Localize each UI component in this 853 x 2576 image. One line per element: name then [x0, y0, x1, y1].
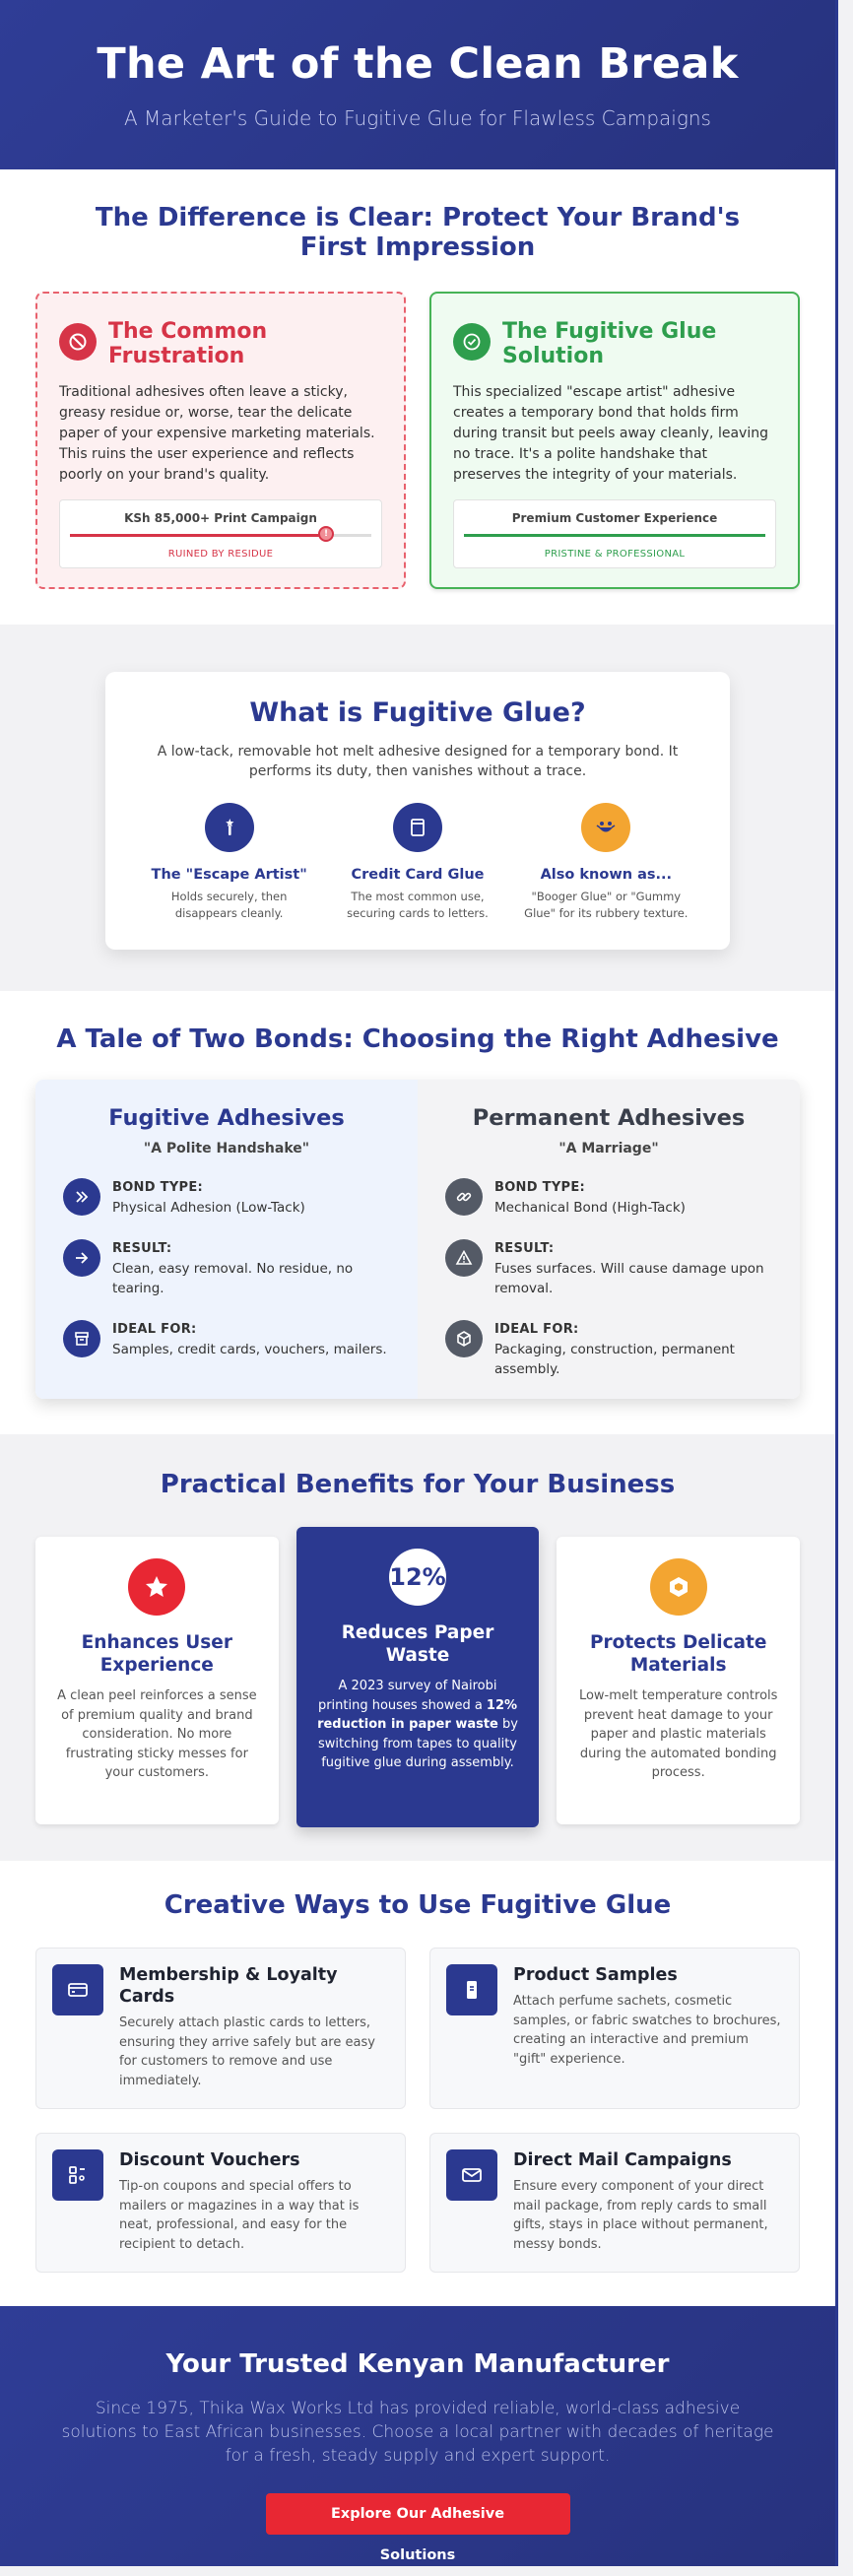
feature-escape-artist	[143, 803, 316, 922]
fugitive-row-ideal	[63, 1320, 390, 1359]
magic-wand-icon	[205, 803, 254, 852]
fugitive-title: Fugitive Adhesives	[108, 1105, 345, 1131]
laugh-icon	[581, 803, 630, 852]
benefit-title: Enhances User Experience	[81, 1632, 232, 1676]
uses-section	[0, 1861, 835, 2306]
feature-title: The "Escape Artist"	[151, 867, 307, 883]
use-card-direct-mail	[429, 2133, 800, 2273]
fugitive-subtitle: "A Polite Handshake"	[143, 1141, 310, 1156]
feature-credit-card	[331, 803, 504, 922]
percent-badge: 12%	[389, 1549, 446, 1606]
campaign-meter-title: KSh 85,000+ Print Campaign	[124, 511, 317, 525]
fugitive-row-bond	[63, 1178, 390, 1218]
fugitive-column	[35, 1080, 418, 1399]
use-card-samples	[429, 1948, 800, 2109]
benefits-title: Practical Benefits for Your Business	[160, 1470, 676, 1499]
credit-card-icon	[52, 1964, 103, 2015]
ban-icon	[59, 323, 97, 361]
warning-knob-icon: !	[318, 526, 334, 542]
what-title: What is Fugitive Glue?	[249, 697, 586, 728]
feature-title: Also known as...	[540, 867, 673, 883]
row-text: Packaging, construction, permanent assembly.	[494, 1342, 735, 1377]
permanent-row-ideal	[445, 1320, 772, 1379]
benefit-card-materials	[557, 1537, 800, 1824]
benefit-text: A clean peel reinforces a sense of premium quality and brand consideration. No more frustrating sticky messes for your customers.	[57, 1688, 257, 1780]
row-text: Fuses surfaces. Will cause damage upon removal.	[494, 1261, 764, 1296]
hero-banner	[0, 0, 835, 169]
hero-title: The Art of the Clean Break	[97, 39, 739, 89]
campaign-meter	[59, 499, 382, 568]
benefit-text	[314, 1677, 522, 1773]
campaign-meter-status: RUINED BY RESIDUE	[167, 549, 274, 560]
use-card-vouchers	[35, 2133, 406, 2273]
use-title: Discount Vouchers	[119, 2150, 300, 2170]
frustration-body: Traditional adhesives often leave a sticky, greasy residue or, worse, tear the delicate paper of your expensive marketing materials. This ruins the user experience and reflects poorly on your brand's quality.	[59, 384, 375, 483]
row-label: IDEAL FOR:	[112, 1322, 197, 1337]
cta-section	[0, 2306, 835, 2566]
what-section	[0, 625, 835, 991]
row-text: Samples, credit cards, vouchers, mailers.	[112, 1342, 387, 1357]
what-card	[105, 672, 730, 950]
benefit-card-experience	[35, 1537, 279, 1824]
comparison-title: A Tale of Two Bonds: Choosing the Right Adhesive	[56, 1024, 779, 1054]
benefits-section	[0, 1434, 835, 1861]
cube-icon	[650, 1558, 707, 1616]
solution-title: The Fugitive Glue Solution	[502, 319, 717, 368]
solution-body: This specialized "escape artist" adhesive creates a temporary bond that holds firm during transit but peels away cleanly, leaving no trace. It's a polite handshake that preserves the integrity of your materials.	[453, 384, 768, 483]
row-label: BOND TYPE:	[494, 1180, 586, 1195]
permanent-title: Permanent Adhesives	[472, 1105, 746, 1131]
use-card-loyalty	[35, 1948, 406, 2109]
arrow-right-icon	[63, 1239, 100, 1277]
experience-meter-status: PRISTINE & PROFESSIONAL	[544, 549, 686, 560]
box-icon	[445, 1320, 483, 1357]
use-text: Ensure every component of your direct mail package, from reply cards to small gifts, stays in place without permanent, messy bonds.	[513, 2179, 768, 2252]
star-icon	[128, 1558, 185, 1616]
use-text: Attach perfume sachets, cosmetic samples, or fabric swatches to brochures, creating an interactive and premium "gift" experience.	[513, 1994, 781, 2067]
permanent-row-result	[445, 1239, 772, 1298]
use-title: Membership & Loyalty Cards	[119, 1965, 338, 2007]
hero-subtitle: A Marketer's Guide to Fugitive Glue for Flawless Campaigns	[124, 106, 711, 130]
experience-meter-title: Premium Customer Experience	[511, 511, 718, 525]
what-lead: A low-tack, removable hot melt adhesive designed for a temporary bond. It performs its duty, then vanishes without a trace.	[157, 744, 679, 779]
use-title: Direct Mail Campaigns	[513, 2150, 732, 2170]
permanent-subtitle: "A Marriage"	[558, 1141, 659, 1156]
fugitive-row-result	[63, 1239, 390, 1298]
row-text: Clean, easy removal. No residue, no tearing.	[112, 1261, 354, 1296]
explore-solutions-button[interactable]: Explore Our Adhesive Solutions	[266, 2493, 570, 2535]
row-text: Mechanical Bond (High-Tack)	[494, 1200, 686, 1216]
cta-title: Your Trusted Kenyan Manufacturer	[165, 2349, 670, 2379]
permanent-row-bond	[445, 1178, 772, 1218]
mail-icon	[446, 2149, 497, 2201]
warning-icon	[445, 1239, 483, 1277]
benefit-title: Protects Delicate Materials	[589, 1632, 767, 1676]
benefit-text-before: A 2023 survey of Nairobi printing houses showed a	[317, 1679, 497, 1713]
comparison-section	[0, 991, 835, 1434]
experience-meter-bar	[464, 534, 765, 537]
link-icon	[445, 1178, 483, 1216]
benefit-text-highlight: 12% reduction in paper waste	[317, 1697, 518, 1732]
experience-meter	[453, 499, 776, 568]
benefit-text-after: by switching from tapes to quality fugitive glue during assembly.	[318, 1717, 518, 1770]
campaign-meter-bar	[70, 529, 371, 539]
card-icon	[393, 803, 442, 852]
use-text: Tip-on coupons and special offers to mailers or magazines in a way that is neat, professional, and easy for the recipient to detach.	[119, 2179, 360, 2252]
feature-text: Holds securely, then disappears cleanly.	[170, 890, 288, 920]
frustration-card	[35, 292, 406, 589]
cta-text: Since 1975, Thika Wax Works Ltd has provided reliable, world-class adhesive solutions to East African businesses. Choose a local partner with decades of heritage for a fresh, steady supply and expert support.	[61, 2399, 774, 2466]
archive-icon	[63, 1320, 100, 1357]
row-text: Physical Adhesion (Low-Tack)	[112, 1200, 305, 1216]
check-circle-icon	[453, 323, 491, 361]
comparison-table	[35, 1080, 800, 1399]
row-label: RESULT:	[494, 1241, 555, 1256]
row-label: IDEAL FOR:	[494, 1322, 579, 1337]
solution-card	[429, 292, 800, 589]
feature-text: The most common use, securing cards to letters.	[347, 890, 489, 920]
sample-icon	[446, 1964, 497, 2015]
benefit-title: Reduces Paper Waste	[341, 1622, 494, 1666]
difference-title: The Difference is Clear: Protect Your Brand's First Impression	[95, 203, 741, 262]
permanent-column	[418, 1080, 800, 1399]
use-text: Securely attach plastic cards to letters, ensuring they arrive safely but are easy for customers to remove and use immediately.	[119, 2015, 375, 2088]
benefit-card-waste	[296, 1527, 540, 1827]
frustration-title: The Common Frustration	[108, 319, 268, 368]
difference-section	[0, 169, 835, 625]
feature-title: Credit Card Glue	[351, 867, 485, 883]
double-chevron-icon	[63, 1178, 100, 1216]
voucher-icon	[52, 2149, 103, 2201]
use-title: Product Samples	[513, 1965, 678, 1985]
uses-title: Creative Ways to Use Fugitive Glue	[164, 1890, 672, 1920]
feature-also-known	[519, 803, 692, 922]
row-label: RESULT:	[112, 1241, 172, 1256]
feature-text: "Booger Glue" or "Gummy Glue" for its rubbery texture.	[524, 890, 689, 920]
benefit-text: Low-melt temperature controls prevent heat damage to your paper and plastic materials during the automated bonding process.	[578, 1688, 778, 1780]
row-label: BOND TYPE:	[112, 1180, 204, 1195]
